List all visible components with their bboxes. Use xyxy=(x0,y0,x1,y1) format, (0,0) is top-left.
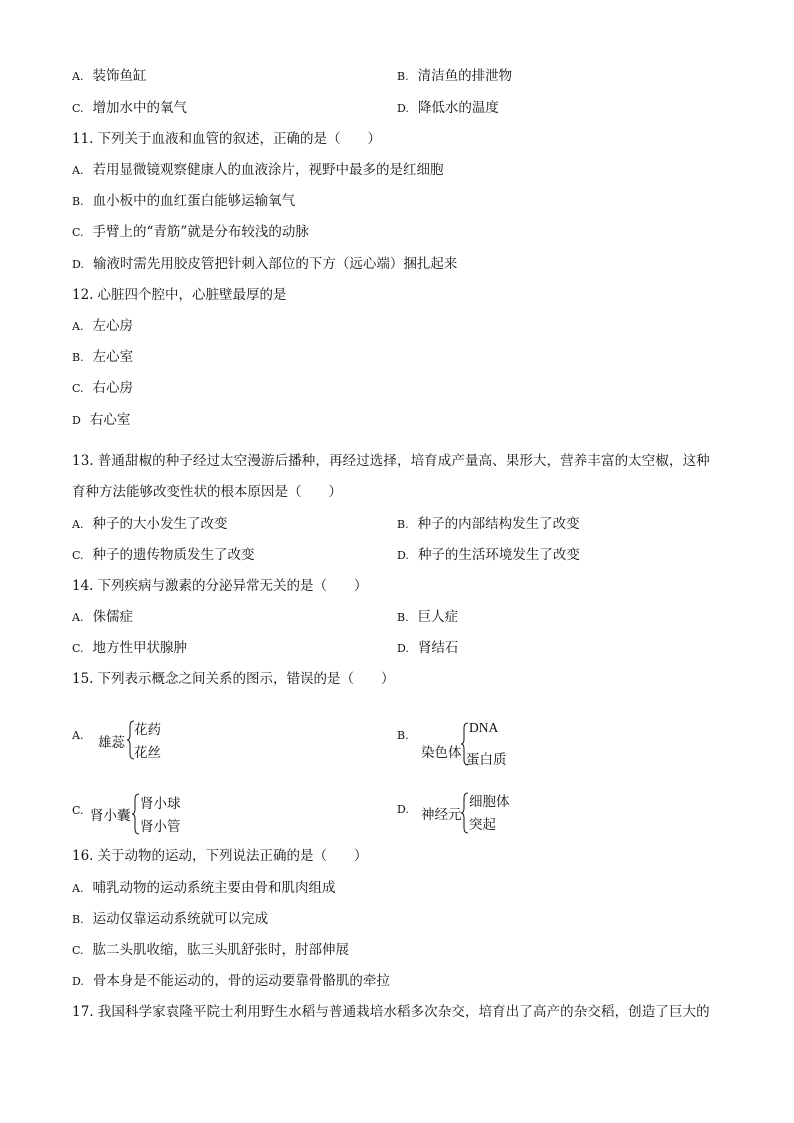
q10-option-a[interactable] xyxy=(72,66,146,86)
q15-option-d[interactable] xyxy=(397,788,697,840)
option-label: C. xyxy=(72,642,84,655)
question-text: 下列表示概念之间关系的图示，错误的是（ ） xyxy=(97,671,395,687)
option-label: A. xyxy=(72,164,84,177)
q15-option-c[interactable] xyxy=(72,789,372,841)
option-text: 若用显微镜观察健康人的血液涂片，视野中最多的是红细胞 xyxy=(92,162,444,178)
question-text: 关于动物的运动，下列说法正确的是（ ） xyxy=(97,848,368,864)
option-label: C. xyxy=(72,549,84,562)
q14-option-a[interactable] xyxy=(72,607,133,627)
question-text: 普通甜椒的种子经过太空漫游后播种，再经过选择，培育成产量高、果形大，营养丰富的太空椒，这种 xyxy=(97,453,710,469)
q16-stem xyxy=(72,846,367,866)
option-text: 血小板中的血红蛋白能够运输氧气 xyxy=(92,193,296,209)
option-text: 侏儒症 xyxy=(92,609,133,625)
option-text: 左心室 xyxy=(92,349,134,365)
q12-option-d[interactable] xyxy=(72,410,130,430)
question-number: 14. xyxy=(72,578,94,594)
concept-part-bottom: 肾小管 xyxy=(140,819,181,835)
q15-stem xyxy=(72,669,394,689)
option-label: C. xyxy=(72,944,84,957)
question-number: 12. xyxy=(72,287,94,303)
q11-option-b[interactable] xyxy=(72,191,295,211)
option-text: 种子的内部结构发生了改变 xyxy=(417,516,580,532)
option-label: B. xyxy=(72,351,84,364)
question-number: 17. xyxy=(72,1004,94,1020)
option-label: D xyxy=(72,414,81,427)
question-text: 下列疾病与激素的分泌异常无关的是（ ） xyxy=(97,578,368,594)
question-number: 15. xyxy=(72,671,94,687)
concept-part-bottom: 蛋白质 xyxy=(466,752,507,768)
option-label: B. xyxy=(72,913,84,926)
option-label: A. xyxy=(72,518,84,531)
option-label: C. xyxy=(72,382,84,395)
option-label: A. xyxy=(72,729,84,742)
q12-stem xyxy=(72,285,286,305)
q13-option-d[interactable] xyxy=(397,545,580,565)
option-text: 肱二头肌收缩，肱三头肌舒张时，肘部伸展 xyxy=(92,942,350,958)
option-label: D. xyxy=(72,258,84,271)
q13-stem-line1 xyxy=(72,451,710,471)
option-label: D. xyxy=(397,102,409,115)
option-label: B. xyxy=(397,518,409,531)
question-number: 16. xyxy=(72,848,94,864)
concept-part-bottom: 突起 xyxy=(469,817,496,833)
option-text: 地方性甲状腺肿 xyxy=(92,640,188,656)
brace-icon xyxy=(132,793,140,835)
q12-option-b[interactable] xyxy=(72,347,133,367)
option-label: A. xyxy=(72,70,84,83)
concept-part-top: 花药 xyxy=(134,722,161,738)
q12-option-a[interactable] xyxy=(72,316,133,336)
option-text: 种子的生活环境发生了改变 xyxy=(417,547,580,563)
concept-part-top: 肾小球 xyxy=(140,796,181,812)
brace-icon xyxy=(461,792,469,834)
option-text: 手臂上的“青筋”就是分布较浅的动脉 xyxy=(92,224,309,240)
q13-option-b[interactable] xyxy=(397,514,580,534)
q14-option-c[interactable] xyxy=(72,638,187,658)
question-text-continued: 育种方法能够改变性状的根本原因是（ ） xyxy=(72,484,342,500)
option-label: C. xyxy=(72,102,84,115)
concept-part-top: DNA xyxy=(469,720,499,735)
option-label: D. xyxy=(397,549,409,562)
q10-option-c[interactable] xyxy=(72,98,187,118)
option-text: 运动仅靠运动系统就可以完成 xyxy=(92,911,269,927)
option-label: B. xyxy=(397,729,409,742)
option-label: D. xyxy=(397,803,409,816)
q14-option-d[interactable] xyxy=(397,638,458,658)
q11-option-c[interactable] xyxy=(72,222,309,242)
option-label: C. xyxy=(72,226,84,239)
q16-option-d[interactable] xyxy=(72,971,390,991)
concept-main: 神经元 xyxy=(421,807,462,823)
option-text: 右心室 xyxy=(89,412,131,428)
q16-option-c[interactable] xyxy=(72,940,349,960)
concept-main: 染色体 xyxy=(421,745,462,761)
option-label: C. xyxy=(72,804,84,817)
question-text: 下列关于血液和血管的叙述，正确的是（ ） xyxy=(97,131,381,147)
q11-stem xyxy=(72,129,381,149)
option-text: 巨人症 xyxy=(417,609,459,625)
q11-option-d[interactable] xyxy=(72,254,457,274)
option-text: 种子的大小发生了改变 xyxy=(92,516,228,532)
option-text: 骨本身是不能运动的，骨的运动要靠骨骼肌的牵拉 xyxy=(92,973,390,989)
option-text: 左心房 xyxy=(92,318,133,334)
option-label: A. xyxy=(72,611,84,624)
option-text: 降低水的温度 xyxy=(417,100,499,116)
question-number: 13. xyxy=(72,453,94,469)
concept-part-top: 细胞体 xyxy=(469,794,510,810)
q17-stem xyxy=(72,1002,710,1022)
option-text: 装饰鱼缸 xyxy=(92,68,147,84)
option-text: 清洁鱼的排泄物 xyxy=(417,68,513,84)
q10-option-b[interactable] xyxy=(397,66,512,86)
q12-option-c[interactable] xyxy=(72,378,133,398)
option-label: B. xyxy=(72,195,84,208)
question-number: 11. xyxy=(72,131,94,147)
option-text: 输液时需先用胶皮管把针刺入部位的下方（远心端）捆扎起来 xyxy=(92,256,458,272)
option-label: A. xyxy=(72,320,84,333)
concept-main: 雄蕊 xyxy=(98,735,125,751)
concept-part-bottom: 花丝 xyxy=(134,745,161,761)
q13-option-c[interactable] xyxy=(72,545,255,565)
option-label: B. xyxy=(397,70,409,83)
q14-stem xyxy=(72,576,367,596)
q11-option-a[interactable] xyxy=(72,160,443,180)
option-label: D. xyxy=(397,642,409,655)
option-text: 肾结石 xyxy=(417,640,459,656)
concept-main: 肾小囊 xyxy=(90,808,131,824)
q16-option-a[interactable] xyxy=(72,878,335,898)
q16-option-b[interactable] xyxy=(72,909,268,929)
option-text: 右心房 xyxy=(92,380,134,396)
option-label: A. xyxy=(72,882,84,895)
q10-option-d[interactable] xyxy=(397,98,499,118)
option-text: 哺乳动物的运动系统主要由骨和肌肉组成 xyxy=(92,880,336,896)
q14-option-b[interactable] xyxy=(397,607,458,627)
option-text: 增加水中的氧气 xyxy=(92,100,188,116)
q13-option-a[interactable] xyxy=(72,514,227,534)
question-text: 心脏四个腔中，心脏壁最厚的是 xyxy=(97,287,287,303)
q15-option-a[interactable] xyxy=(72,716,372,766)
q13-stem-line2 xyxy=(72,482,342,502)
option-label: B. xyxy=(397,611,409,624)
option-label: D. xyxy=(72,975,84,988)
option-text: 种子的遗传物质发生了改变 xyxy=(92,547,255,563)
question-text: 我国科学家袁隆平院士利用野生水稻与普通栽培水稻多次杂交，培育出了高产的杂交稻，创造了巨大的 xyxy=(97,1004,710,1020)
q15-option-b[interactable] xyxy=(397,716,697,772)
